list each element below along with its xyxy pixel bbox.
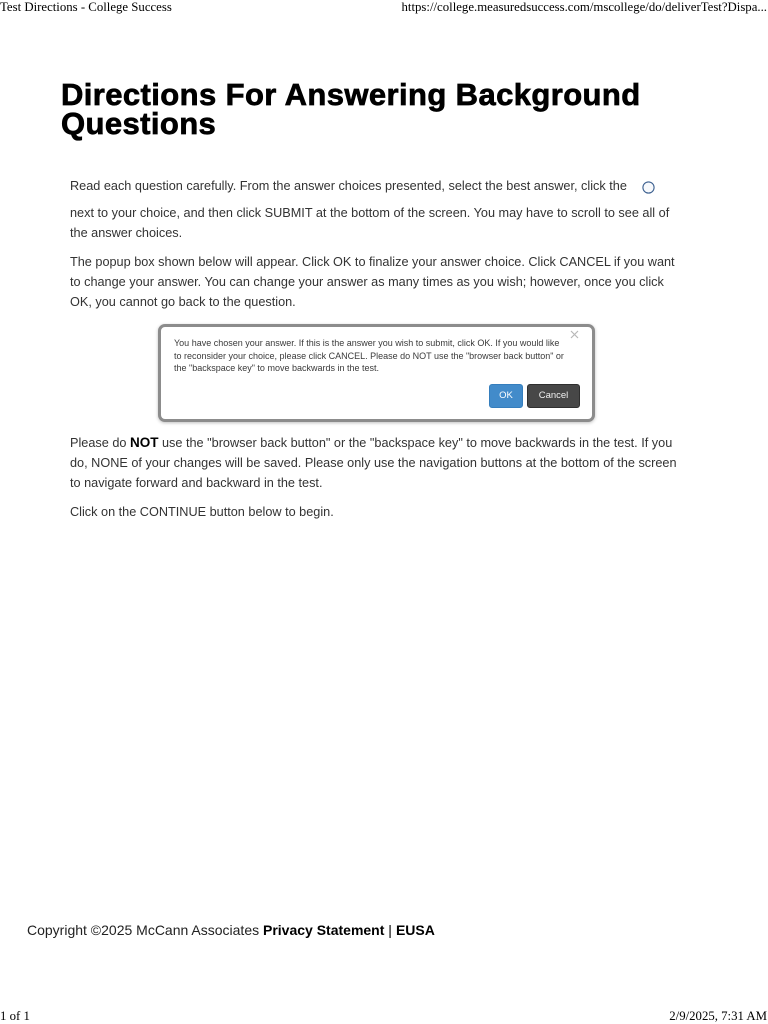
close-icon	[570, 330, 579, 339]
print-page-title: Test Directions - College Success	[0, 0, 172, 14]
instruction-text: use the "browser back button" or the "backspace key" to move backwards in the test. If you	[158, 436, 673, 450]
instructions-paragraph-2	[70, 252, 700, 312]
instructions-paragraph-4	[70, 502, 700, 522]
print-header	[0, 0, 768, 14]
instruction-text: Read each question carefully. From the answer choices presented, select the best answer, click the	[70, 179, 627, 193]
instruction-line: OK, you cannot go back to the question.	[70, 295, 296, 309]
instruction-line: the answer choices.	[70, 226, 183, 240]
instruction-line: next to your choice, and then click SUBMIT at the bottom of the screen. You may have to scroll to see all of	[70, 206, 670, 220]
eusa-link[interactable]: EUSA	[395, 922, 435, 938]
instruction-line	[70, 433, 700, 453]
close-icon-cross	[571, 331, 578, 338]
print-url: https://college.measuredsuccess.com/mscollege/do/deliverTest?Dispa...	[401, 0, 767, 14]
instruction-line: Click on the CONTINUE button below to begin.	[70, 505, 334, 519]
popup-message-line: to reconsider your choice, please click CANCEL. Please do NOT use the "browser back button" or	[174, 350, 564, 361]
cancel-button: Cancel	[527, 384, 580, 408]
emphasis-not: NOT	[129, 435, 159, 450]
instruction-line: to change your answer. You can change your answer as many times as you wish; however, once you click	[70, 275, 664, 289]
popup-message	[174, 337, 564, 375]
print-datetime: 2/9/2025, 7:31 AM	[669, 1009, 767, 1023]
site-footer	[27, 920, 435, 940]
copyright-text: Copyright ©2025 McCann Associates	[27, 922, 260, 938]
instructions-paragraph-3	[70, 433, 700, 493]
ok-button: OK	[489, 384, 523, 408]
radio-button-circle	[643, 182, 654, 193]
instruction-line	[70, 176, 700, 196]
instruction-line: do, NONE of your changes will be saved. Please only use the navigation buttons at the bottom of the screen	[70, 456, 677, 470]
instruction-text: Please do	[70, 436, 130, 450]
popup-message-line: the "backspace key" to move backwards in the test.	[174, 363, 379, 373]
close-icon-graphic	[570, 330, 579, 339]
privacy-statement-link[interactable]: Privacy Statement	[263, 922, 385, 938]
instructions-paragraph-1	[70, 176, 700, 243]
directions-content	[70, 176, 700, 522]
radio-button-icon-graphic	[642, 181, 655, 194]
instruction-line: to navigate forward and backward in the test.	[70, 476, 323, 490]
radio-button-icon	[642, 181, 655, 194]
popup-message-line: You have chosen your answer. If this is the answer you wish to submit, click OK. If you would like	[174, 338, 560, 348]
print-page-count: 1 of 1	[0, 1009, 30, 1023]
footer-separator: |	[388, 922, 392, 938]
confirmation-popup-example	[158, 324, 595, 422]
instruction-line: The popup box shown below will appear. Click OK to finalize your answer choice. Click CANCEL if you want	[70, 255, 675, 269]
print-footer	[0, 1009, 768, 1023]
page-title: Directions For Answering Background Questions	[61, 77, 641, 141]
